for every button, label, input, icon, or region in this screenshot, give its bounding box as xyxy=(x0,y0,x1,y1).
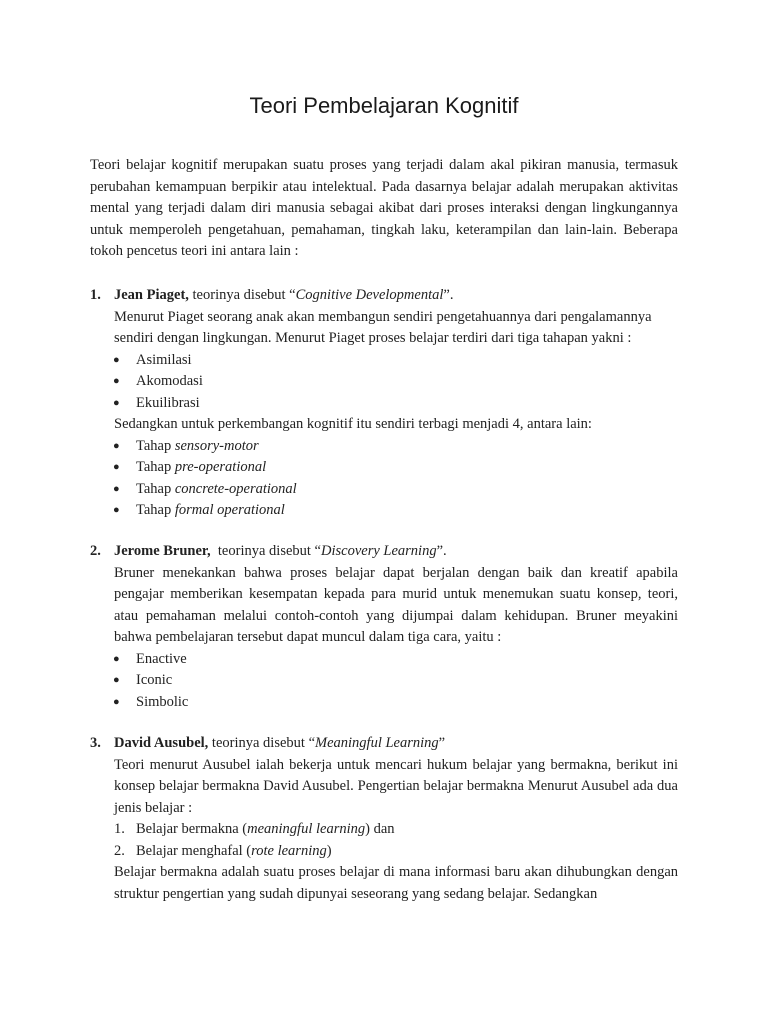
bullet-icon: ● xyxy=(113,482,120,495)
bullet-icon: ● xyxy=(113,504,120,516)
phases-list xyxy=(114,436,678,522)
modes-list xyxy=(114,649,678,714)
list-item: ● Tahap formal operational xyxy=(114,500,678,522)
section-jean-piaget xyxy=(90,285,678,522)
list-item: ● Enactive xyxy=(114,649,678,671)
section-jerome-bruner xyxy=(90,541,678,713)
list-item: ● Asimilasi xyxy=(114,350,678,372)
bullet-icon: ● xyxy=(113,674,120,686)
bullet-icon: ● xyxy=(113,396,120,409)
section-david-ausubel xyxy=(90,733,678,905)
list-item: ● Tahap concrete-operational xyxy=(114,479,678,501)
figure-name: Jean Piaget, xyxy=(114,287,189,303)
theory-name: Meaningful Learning xyxy=(315,735,439,751)
list-item: ● Ekuilibrasi xyxy=(114,393,678,415)
bullet-icon: ● xyxy=(113,375,120,387)
section-heading: 2. Jerome Bruner, teorinya disebut “Discovery Learning”. xyxy=(90,541,678,563)
section-number: 2. xyxy=(90,543,101,559)
section-paragraph: Menurut Piaget seorang anak akan membangun sendiri pengetahuannya dari pengalamannya sendiri dengan lingkungan. Menurut Piaget proses belajar terdiri dari tiga tahapan yakni : xyxy=(114,308,652,346)
list-item: ● Iconic xyxy=(114,670,678,692)
theory-name: Cognitive Developmental xyxy=(295,287,444,303)
bullet-icon: ● xyxy=(113,439,120,452)
list-item: ● Simbolic xyxy=(114,692,678,714)
intro-paragraph: Teori belajar kognitif merupakan suatu proses yang terjadi dalam akal pikiran manusia, termasuk perubahan kemampuan berpikir atau intelektual. Pada dasarnya belajar adalah merupakan aktivitas mental yang terjadi dalam diri manusia sebagai akibat dari proses interaksi dengan lingkungannya untuk memperoleh pengetahuan, pemahaman, tingkah laku, keterampilan dan lain-lain. Beberapa tokoh pencetus teori ini antara lain : xyxy=(90,157,678,259)
figure-name: Jerome Bruner, xyxy=(114,543,211,559)
section-paragraph: Sedangkan untuk perkembangan kognitif itu sendiri terbagi menjadi 4, antara lain: xyxy=(114,416,592,432)
figure-name: David Ausubel, xyxy=(114,735,209,751)
section-number: 3. xyxy=(90,735,101,751)
bullet-icon: ● xyxy=(113,695,120,708)
list-item: ● Tahap pre-operational xyxy=(114,457,678,479)
stages-list xyxy=(114,350,678,415)
learning-types-list xyxy=(114,819,678,862)
list-item: ● Akomodasi xyxy=(114,371,678,393)
theory-name: Discovery Learning xyxy=(321,543,437,559)
bullet-icon: ● xyxy=(113,461,120,473)
section-paragraph: Teori menurut Ausubel ialah bekerja untuk mencari hukum belajar yang bermakna, berikut ini konsep belajar bermakna David Ausubel. Pengertian belajar bermakna Menurut Ausubel ada dua jenis belajar : xyxy=(114,756,678,816)
list-item: 2. Belajar menghafal (rote learning) xyxy=(114,842,332,859)
bullet-icon: ● xyxy=(113,353,120,366)
page-title: Teori Pembelajaran Kognitif xyxy=(249,93,519,118)
section-number: 1. xyxy=(90,287,101,303)
list-item: 1. Belajar bermakna (meaningful learning) dan xyxy=(114,821,395,837)
section-heading: 1. Jean Piaget, teorinya disebut “Cognitive Developmental”. xyxy=(90,285,678,307)
bullet-icon: ● xyxy=(113,652,120,665)
section-paragraph: Bruner menekankan bahwa proses belajar dapat berjalan dengan baik dan kreatif apabila pengajar memberikan kesempatan kepada para murid untuk menemukan suatu konsep, teori, atau pemahaman melalui contoh-contoh yang dijumpai dalam kehidupan. Bruner meyakini bahwa pembelajaran tersebut dapat muncul dalam tiga cara, yaitu : xyxy=(114,564,678,645)
section-heading: 3. David Ausubel, teorinya disebut “Meaningful Learning” xyxy=(90,733,678,755)
section-paragraph: Belajar bermakna adalah suatu proses belajar di mana informasi baru akan dihubungkan dengan struktur pengertian yang sudah dipunyai seseorang yang sedang belajar. Sedangkan xyxy=(114,864,678,902)
list-item: ● Tahap sensory-motor xyxy=(114,436,678,458)
